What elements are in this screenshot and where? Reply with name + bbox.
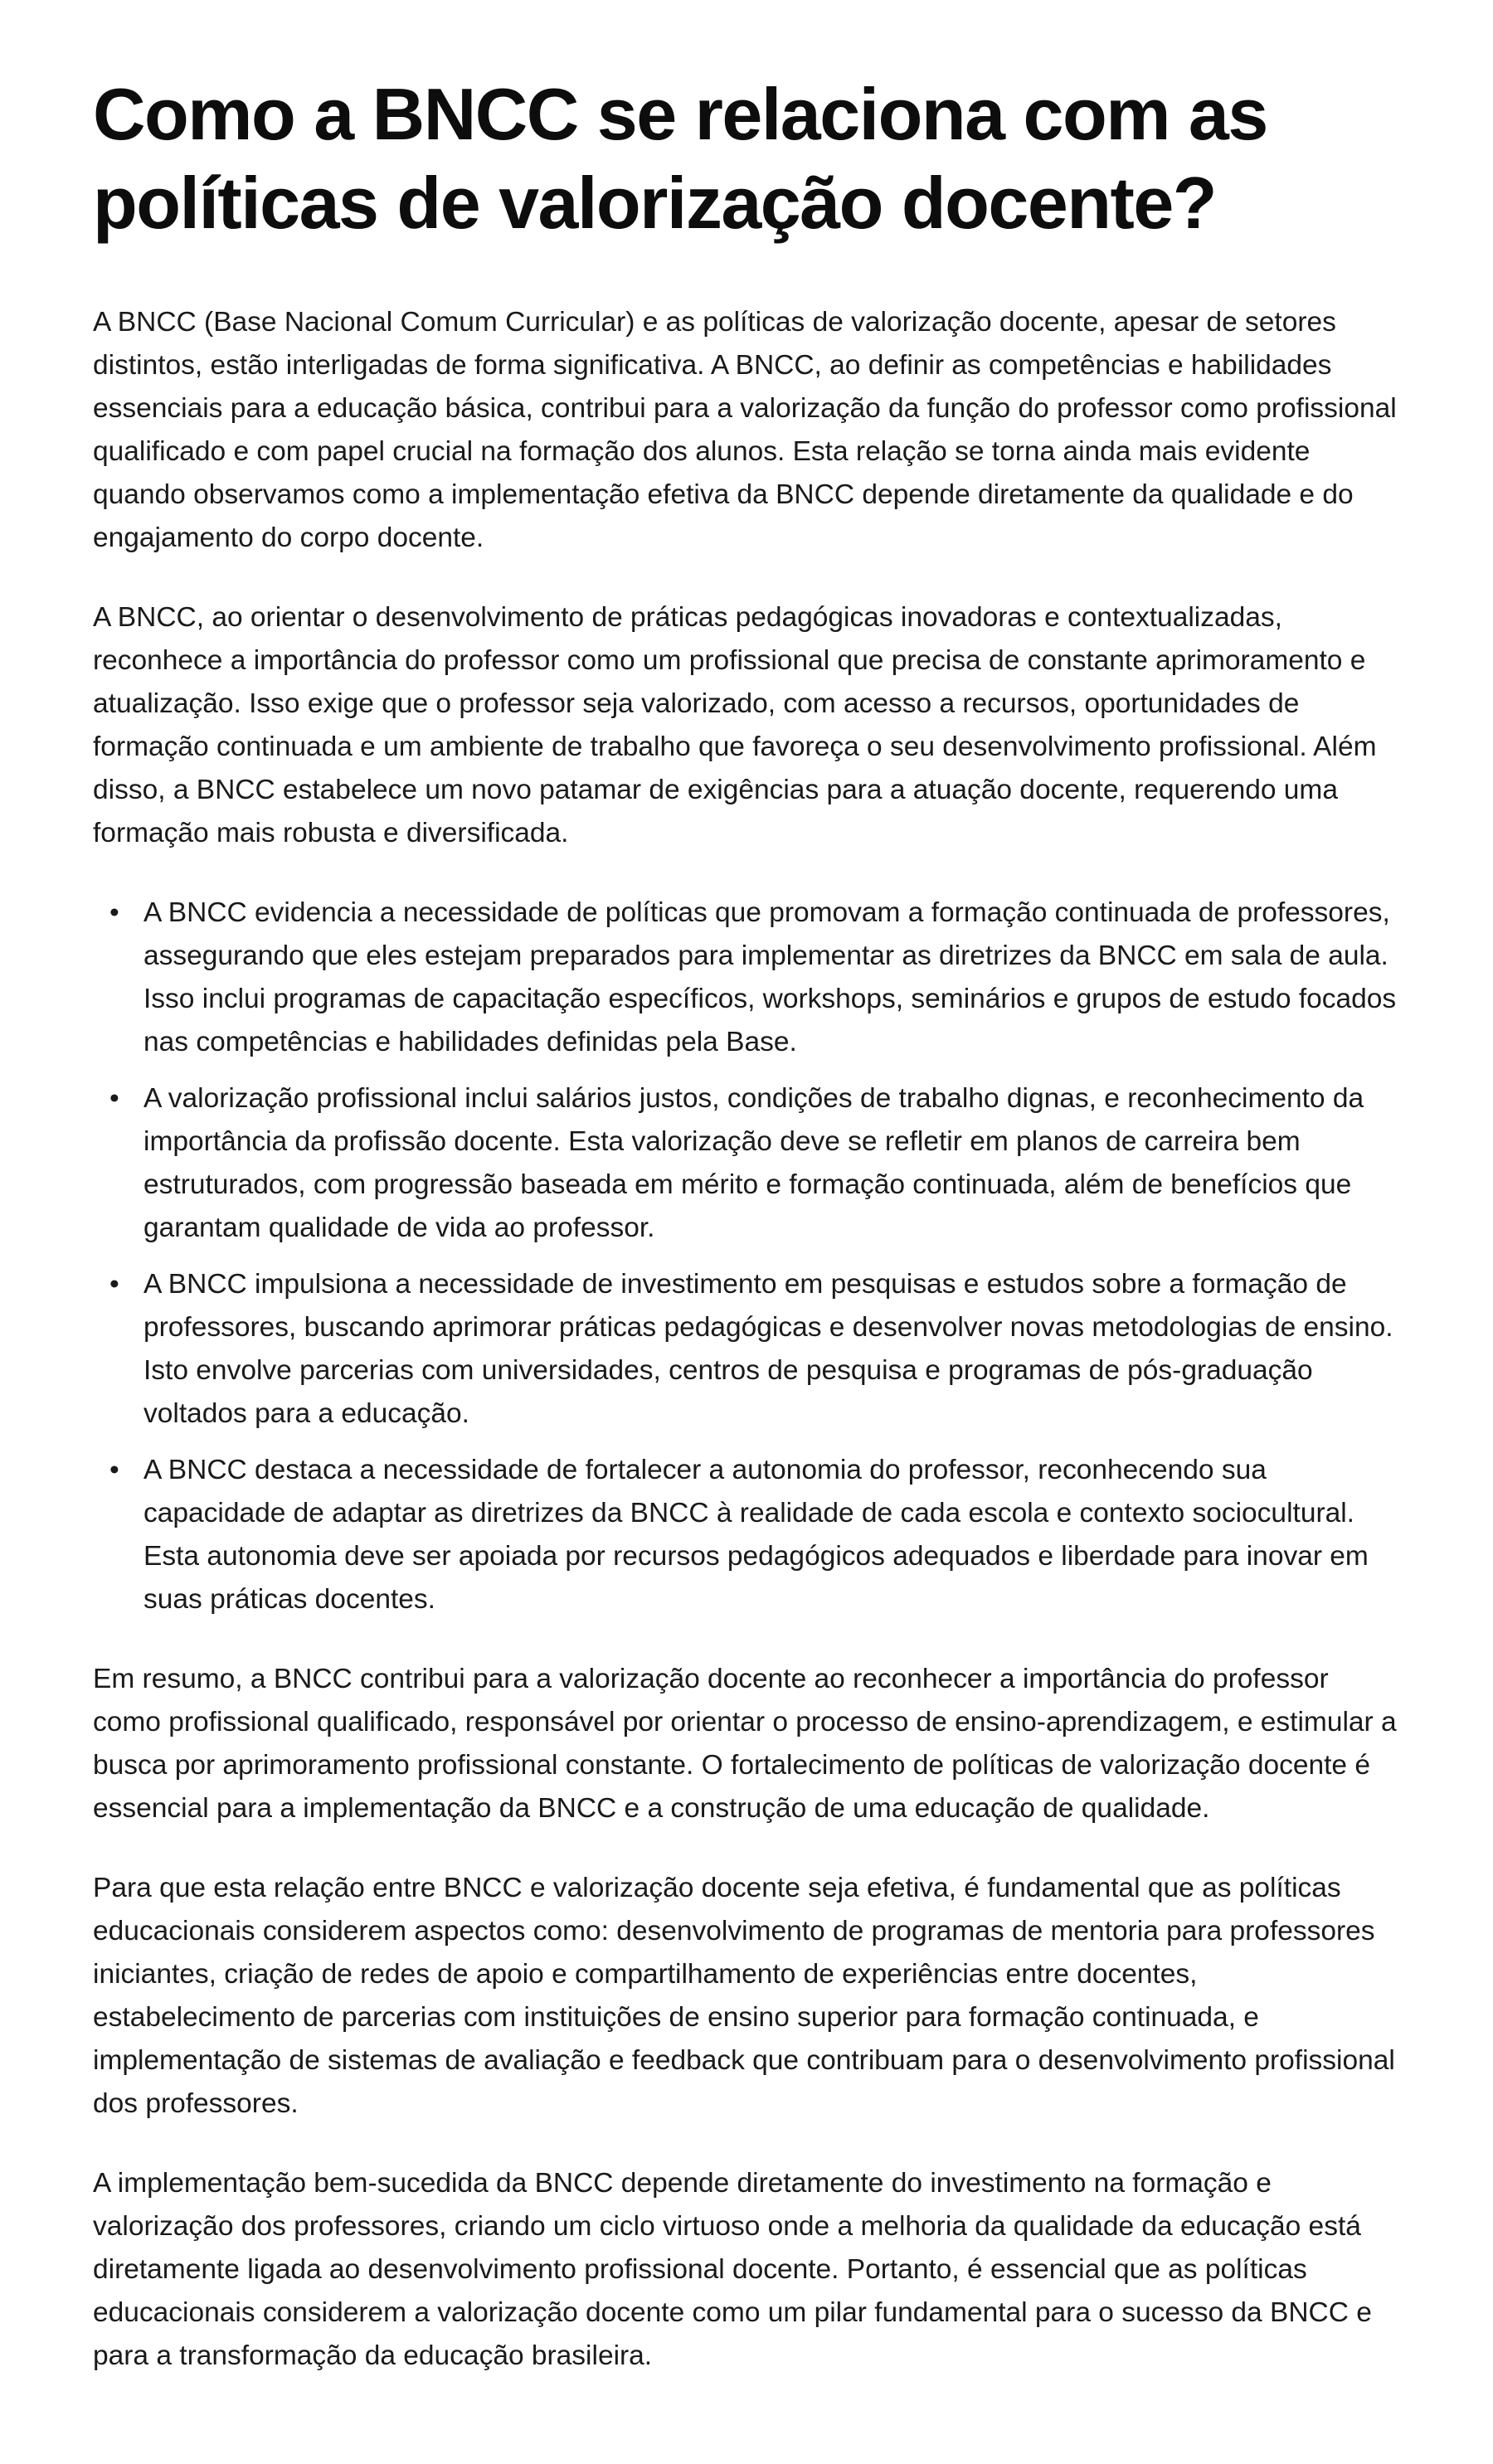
list-item — [93, 1263, 1400, 1436]
list-item-text: A BNCC impulsiona a necessidade de investimento em pesquisas e estudos sobre a formação de professores, buscando aprimorar práticas pedagógicas e desenvolver novas metodologias de ensino. Isto envolve parcerias com universidades, centros de pesquisa e programas de pós-graduação voltados para a educação. — [143, 1268, 1393, 1429]
page-title: Como a BNCC se relaciona com as políticas de valorização docente? — [93, 73, 1267, 245]
conditions-paragraph: Para que esta relação entre BNCC e valorização docente seja efetiva, é fundamental que as políticas educacionais considerem aspectos como: desenvolvimento de programas de mentoria para professores iniciantes, criação de redes de apoio e compartilhamento de experiências entre docentes, estabelecimento de parcerias com instituições de ensino superior para formação continuada, e implementação de sistemas de avaliação e feedback que contribuam para o desenvolvimento profissional dos professores. — [93, 1872, 1395, 2119]
conclusion-paragraph: A implementação bem-sucedida da BNCC depende diretamente do investimento na formação e valorização dos professores, criando um ciclo virtuoso onde a melhoria da qualidade da educação está diretamente ligada ao desenvolvimento profissional docente. Portanto, é essencial que as políticas educacionais considerem a valorização docente como um pilar fundamental para o sucesso da BNCC e para a transformação da educação brasileira. — [93, 2167, 1372, 2371]
bullet-list — [93, 892, 1400, 1621]
list-item — [93, 1449, 1400, 1621]
summary-paragraph: Em resumo, a BNCC contribui para a valorização docente ao reconhecer a importância do professor como profissional qualificado, responsável por orientar o processo de ensino-aprendizagem, e estimular a busca por aprimoramento profissional constante. O fortalecimento de políticas de valorização docente é essencial para a implementação da BNCC e a construção de uma educação de qualidade. — [93, 1663, 1397, 1824]
bullet-icon: • — [109, 1082, 119, 1114]
list-item — [93, 1077, 1400, 1250]
list-item-text: A BNCC evidencia a necessidade de políticas que promovam a formação continuada de professores, assegurando que eles estejam preparados para implementar as diretrizes da BNCC em sala de aula. Isso inclui programas de capacitação específicos, workshops, seminários e grupos de estudo focados nas competências e habilidades definidas pela Base. — [143, 897, 1397, 1057]
list-item — [93, 892, 1400, 1064]
list-item-text: A valorização profissional inclui salários justos, condições de trabalho dignas, e reconhecimento da importância da profissão docente. Esta valorização deve se refletir em planos de carreira bem estruturados, com progressão baseada em mérito e formação continuada, além de benefícios que garantam qualidade de vida ao professor. — [143, 1082, 1364, 1243]
bullet-icon: • — [109, 897, 119, 928]
list-item-text: A BNCC destaca a necessidade de fortalecer a autonomia do professor, reconhecendo sua capacidade de adaptar as diretrizes da BNCC à realidade de cada escola e contexto sociocultural. Esta autonomia deve ser apoiada por recursos pedagógicos adequados e liberdade para inovar em suas práticas docentes. — [143, 1454, 1369, 1615]
intro-paragraph-2: A BNCC, ao orientar o desenvolvimento de práticas pedagógicas inovadoras e contextualizadas, reconhece a importância do professor como um profissional que precisa de constante aprimoramento e atualização. Isso exige que o professor seja valorizado, com acesso a recursos, oportunidades de formação continuada e um ambiente de trabalho que favoreça o seu desenvolvimento profissional. Além disso, a BNCC estabelece um novo patamar de exigências para a atuação docente, requerendo uma formação mais robusta e diversificada. — [93, 601, 1377, 848]
bullet-icon: • — [109, 1268, 119, 1300]
bullet-icon: • — [109, 1454, 119, 1485]
intro-paragraph-1: A BNCC (Base Nacional Comum Curricular) e as políticas de valorização docente, apesar de setores distintos, estão interligadas de forma significativa. A BNCC, ao definir as competências e habilidades essenciais para a educação básica, contribui para a valorização da função do professor como profissional qualificado e com papel crucial na formação dos alunos. Esta relação se torna ainda mais evidente quando observamos como a implementação efetiva da BNCC depende diretamente da qualidade e do engajamento do corpo docente. — [93, 306, 1397, 553]
